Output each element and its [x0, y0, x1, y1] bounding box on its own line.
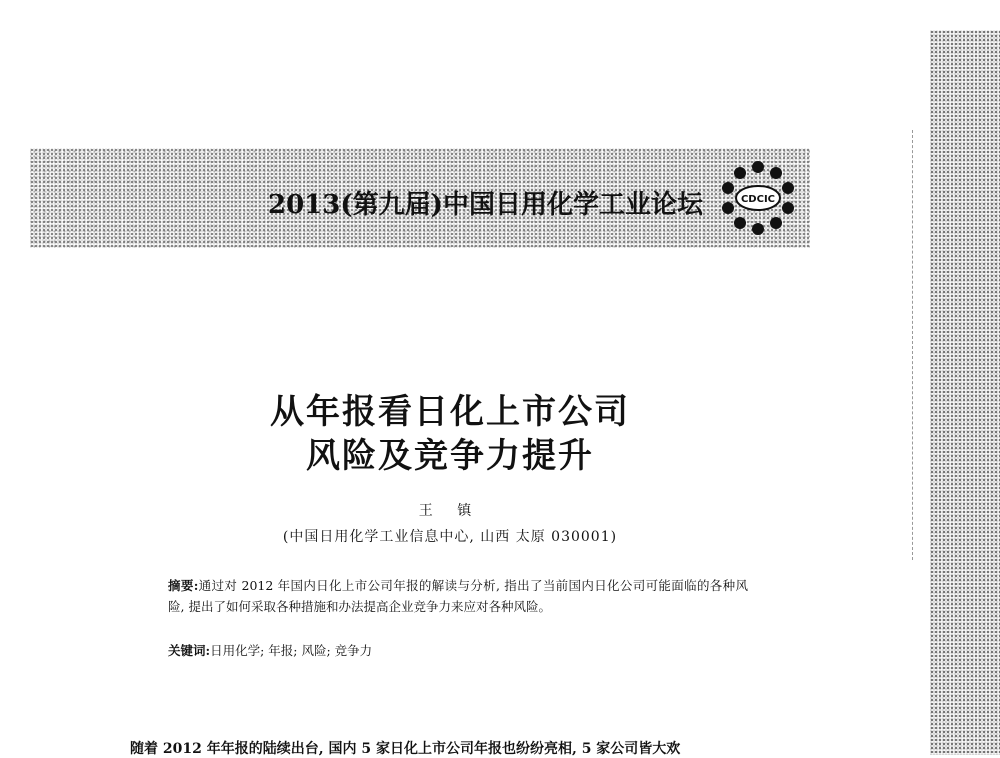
keywords-label: 关键词:: [168, 643, 211, 658]
scanned-page-edge: [930, 30, 1000, 755]
author-affiliation: (中国日用化学工业信息中心, 山西 太原 030001): [282, 529, 618, 545]
body-text-first-line: 随着 2012 年年报的陆续出台, 国内 5 家日化上市公司年报也纷纷亮相, 5 家公司皆大欢: [130, 741, 681, 757]
abstract-text: 通过对 2012 年国内日化上市公司年报的解读与分析, 指出了当前国内日化公司可能面临的各种风险, 提出了如何采取各种措施和办法提高企业竞争力来应对各种风险。: [168, 578, 748, 614]
abstract: [168, 575, 748, 617]
page-fold-line: [912, 130, 913, 560]
keywords-text: 日用化学; 年报; 风险; 竞争力: [210, 643, 373, 658]
author-name: 王 镇: [418, 503, 482, 519]
keywords: [168, 641, 372, 659]
paper-title-line-1: 从年报看日化上市公司: [270, 392, 630, 432]
forum-banner-title: 2013(第九届)中国日用化学工业论坛: [268, 190, 703, 220]
paper-title-line-2: 风险及竞争力提升: [306, 436, 594, 476]
abstract-label: 摘要:: [168, 578, 199, 593]
forum-logo-text: CDCIC: [740, 194, 776, 205]
forum-logo: [718, 158, 798, 238]
